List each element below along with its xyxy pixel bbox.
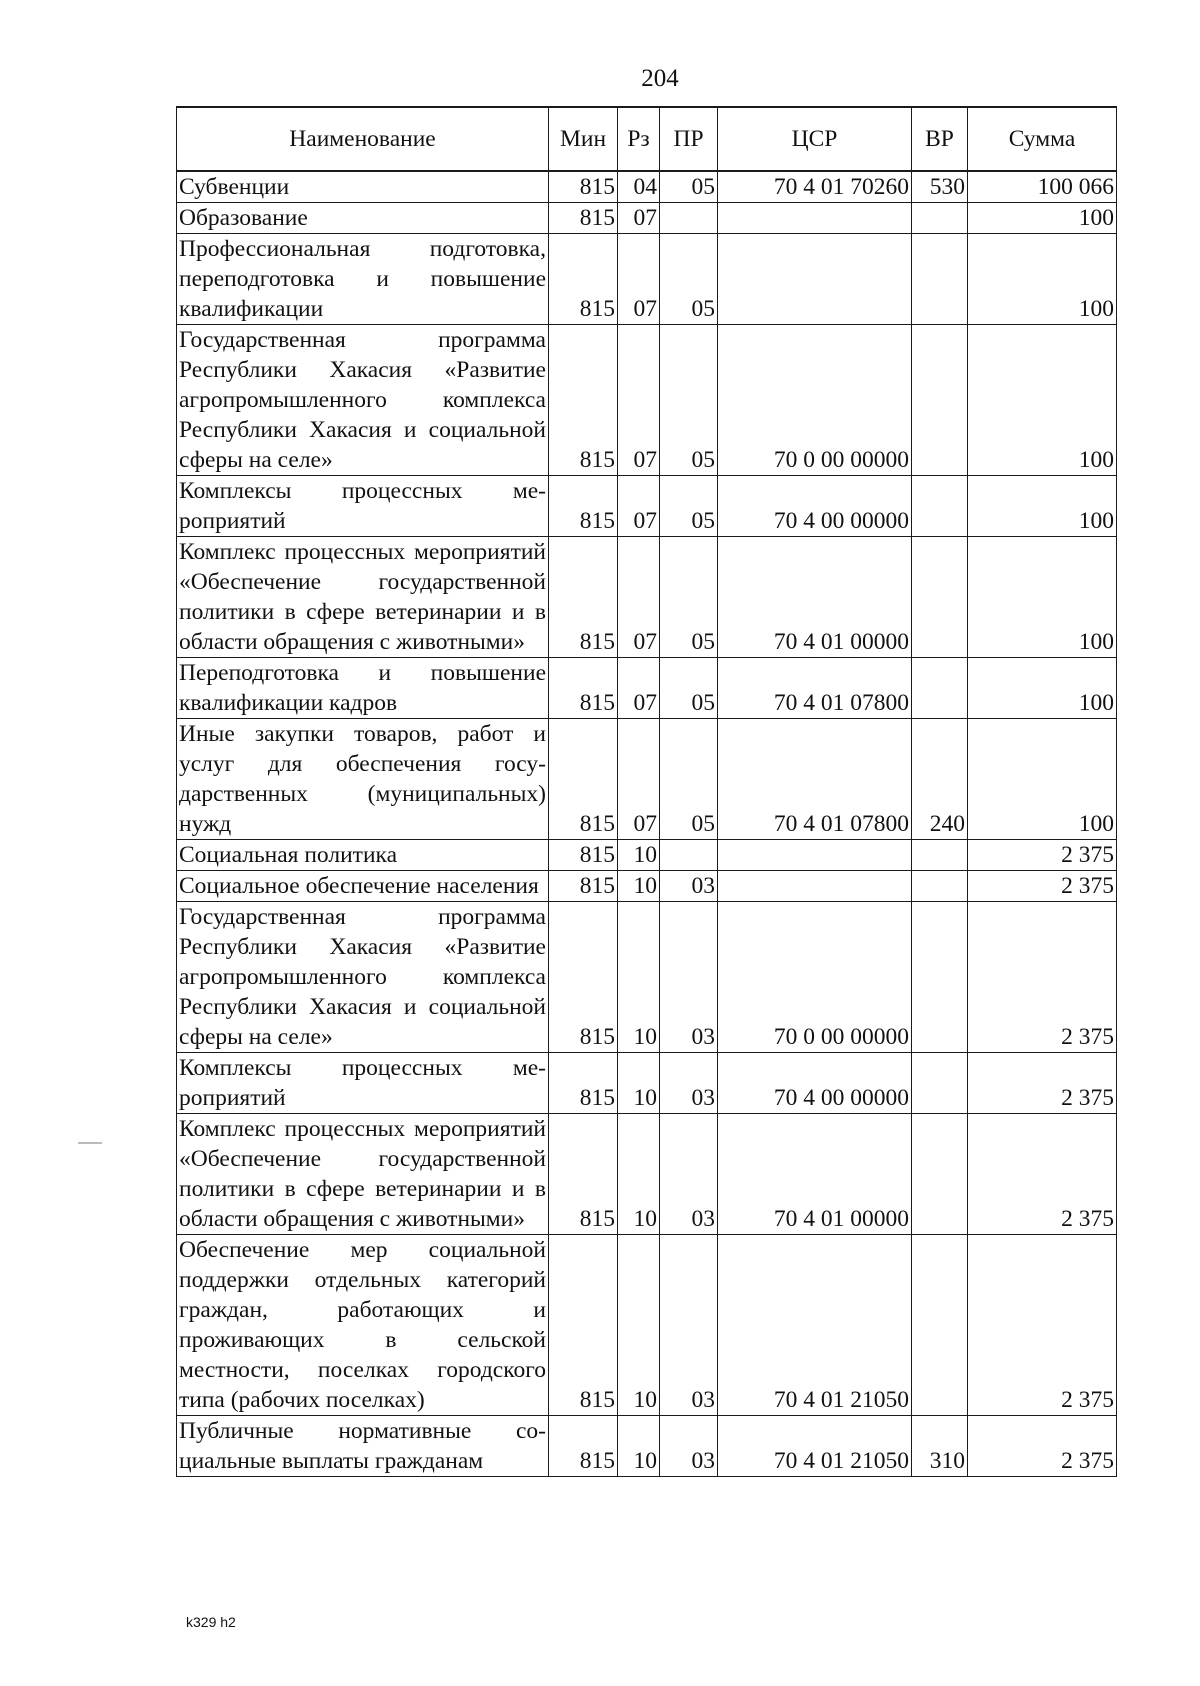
cell-min: 815 (549, 476, 618, 537)
scan-speck (78, 1142, 102, 1144)
cell-rz: 07 (618, 476, 660, 537)
cell-rz: 07 (618, 719, 660, 840)
cell-sum: 100 (968, 234, 1117, 325)
table-row (177, 203, 1117, 234)
cell-csr: 70 4 01 07800 (718, 658, 912, 719)
table-row (177, 234, 1117, 325)
cell-name: Профессиональная подготовка, переподготовка и повышение квалификации (177, 234, 549, 325)
col-header-pr: ПР (660, 107, 718, 171)
cell-min: 815 (549, 1416, 618, 1477)
cell-rz: 10 (618, 1053, 660, 1114)
table-row (177, 1053, 1117, 1114)
table-row (177, 871, 1117, 902)
col-header-csr: ЦСР (718, 107, 912, 171)
table-row (177, 1235, 1117, 1416)
table-row (177, 325, 1117, 476)
table-row (177, 719, 1117, 840)
cell-name: Обеспечение мер социальной поддержки отдельных категорий граждан, работающих и проживающих в сельской местности, поселках городского типа (рабочих поселках) (177, 1235, 549, 1416)
cell-sum: 2 375 (968, 902, 1117, 1053)
cell-sum: 2 375 (968, 1053, 1117, 1114)
cell-csr: 70 4 00 00000 (718, 1053, 912, 1114)
cell-vr (912, 840, 968, 871)
cell-name: Образование (177, 203, 549, 234)
col-header-min: Мин (549, 107, 618, 171)
cell-name: Переподготовка и повышение квалификации кадров (177, 658, 549, 719)
cell-sum: 100 (968, 537, 1117, 658)
cell-min: 815 (549, 902, 618, 1053)
cell-sum: 2 375 (968, 871, 1117, 902)
cell-sum: 100 066 (968, 171, 1117, 203)
cell-rz: 10 (618, 871, 660, 902)
table-row (177, 840, 1117, 871)
cell-rz: 07 (618, 325, 660, 476)
cell-csr: 70 4 01 07800 (718, 719, 912, 840)
cell-pr: 03 (660, 902, 718, 1053)
cell-min: 815 (549, 871, 618, 902)
cell-rz: 07 (618, 658, 660, 719)
cell-csr: 70 4 01 21050 (718, 1235, 912, 1416)
cell-csr (718, 871, 912, 902)
cell-name: Комплексы процессных мероприятий (177, 476, 549, 537)
cell-vr (912, 1053, 968, 1114)
cell-name: Социальное обеспечение населения (177, 871, 549, 902)
cell-pr: 03 (660, 871, 718, 902)
cell-rz: 10 (618, 1235, 660, 1416)
cell-rz: 04 (618, 171, 660, 203)
cell-vr (912, 1114, 968, 1235)
col-header-sum: Сумма (968, 107, 1117, 171)
cell-rz: 07 (618, 537, 660, 658)
cell-sum: 2 375 (968, 840, 1117, 871)
table-row (177, 476, 1117, 537)
cell-vr (912, 1235, 968, 1416)
cell-vr: 310 (912, 1416, 968, 1477)
cell-pr: 05 (660, 658, 718, 719)
cell-name: Социальная политика (177, 840, 549, 871)
cell-sum: 2 375 (968, 1235, 1117, 1416)
col-header-name: Наименование (177, 107, 549, 171)
cell-csr: 70 4 01 00000 (718, 537, 912, 658)
cell-csr: 70 4 01 00000 (718, 1114, 912, 1235)
cell-vr: 530 (912, 171, 968, 203)
cell-min: 815 (549, 203, 618, 234)
cell-rz: 10 (618, 840, 660, 871)
cell-min: 815 (549, 234, 618, 325)
cell-csr (718, 234, 912, 325)
table-header (177, 107, 1117, 171)
cell-pr: 03 (660, 1416, 718, 1477)
cell-vr (912, 537, 968, 658)
cell-name: Комплекс процессных мероприятий «Обеспечение государственной политики в сфере ветеринарии и в области обращения с животными» (177, 1114, 549, 1235)
cell-pr: 05 (660, 476, 718, 537)
cell-min: 815 (549, 658, 618, 719)
cell-csr (718, 203, 912, 234)
cell-name: Публичные нормативные социальные выплаты гражданам (177, 1416, 549, 1477)
cell-vr: 240 (912, 719, 968, 840)
cell-csr: 70 4 00 00000 (718, 476, 912, 537)
cell-vr (912, 902, 968, 1053)
cell-pr: 05 (660, 537, 718, 658)
cell-csr: 70 0 00 00000 (718, 902, 912, 1053)
cell-csr: 70 4 01 21050 (718, 1416, 912, 1477)
cell-name: Субвенции (177, 171, 549, 203)
cell-pr (660, 840, 718, 871)
cell-min: 815 (549, 840, 618, 871)
page-number: 204 (641, 65, 679, 92)
cell-rz: 07 (618, 234, 660, 325)
cell-pr: 05 (660, 719, 718, 840)
table-body (177, 171, 1117, 1477)
cell-csr: 70 4 01 70260 (718, 171, 912, 203)
cell-pr: 03 (660, 1114, 718, 1235)
cell-name: Комплекс процессных мероприятий «Обеспечение государственной политики в сфере ветеринарии и в области обращения с животными» (177, 537, 549, 658)
cell-rz: 10 (618, 902, 660, 1053)
cell-vr (912, 476, 968, 537)
cell-min: 815 (549, 1114, 618, 1235)
cell-pr: 03 (660, 1053, 718, 1114)
table-row (177, 1114, 1117, 1235)
cell-sum: 100 (968, 658, 1117, 719)
cell-pr: 03 (660, 1235, 718, 1416)
col-header-vr: ВР (912, 107, 968, 171)
table-row (177, 537, 1117, 658)
cell-name: Комплексы процессных мероприятий (177, 1053, 549, 1114)
cell-min: 815 (549, 1235, 618, 1416)
cell-min: 815 (549, 1053, 618, 1114)
cell-name: Иные закупки товаров, работ и услуг для обеспечения государственных (муниципальных) нужд (177, 719, 549, 840)
cell-sum: 100 (968, 719, 1117, 840)
col-header-rz: Рз (618, 107, 660, 171)
table-row (177, 902, 1117, 1053)
cell-min: 815 (549, 171, 618, 203)
cell-vr (912, 325, 968, 476)
cell-pr (660, 203, 718, 234)
cell-sum: 100 (968, 203, 1117, 234)
cell-sum: 2 375 (968, 1114, 1117, 1235)
cell-rz: 07 (618, 203, 660, 234)
cell-min: 815 (549, 325, 618, 476)
footer-code: k329 h2 (186, 1614, 236, 1630)
cell-csr: 70 0 00 00000 (718, 325, 912, 476)
table-row (177, 658, 1117, 719)
cell-rz: 10 (618, 1114, 660, 1235)
cell-vr (912, 234, 968, 325)
cell-vr (912, 658, 968, 719)
cell-min: 815 (549, 719, 618, 840)
budget-table (176, 106, 1117, 1477)
cell-pr: 05 (660, 325, 718, 476)
cell-sum: 100 (968, 325, 1117, 476)
cell-vr (912, 871, 968, 902)
cell-vr (912, 203, 968, 234)
cell-pr: 05 (660, 234, 718, 325)
cell-pr: 05 (660, 171, 718, 203)
table-row (177, 171, 1117, 203)
cell-rz: 10 (618, 1416, 660, 1477)
cell-min: 815 (549, 537, 618, 658)
cell-name: Государственная программа Республики Хакасия «Развитие агропромышленного комплекса Республики Хакасия и социальной сферы на селе» (177, 325, 549, 476)
cell-sum: 2 375 (968, 1416, 1117, 1477)
cell-name: Государственная программа Республики Хакасия «Развитие агропромышленного комплекса Республики Хакасия и социальной сферы на селе» (177, 902, 549, 1053)
table-row (177, 1416, 1117, 1477)
cell-csr (718, 840, 912, 871)
cell-sum: 100 (968, 476, 1117, 537)
